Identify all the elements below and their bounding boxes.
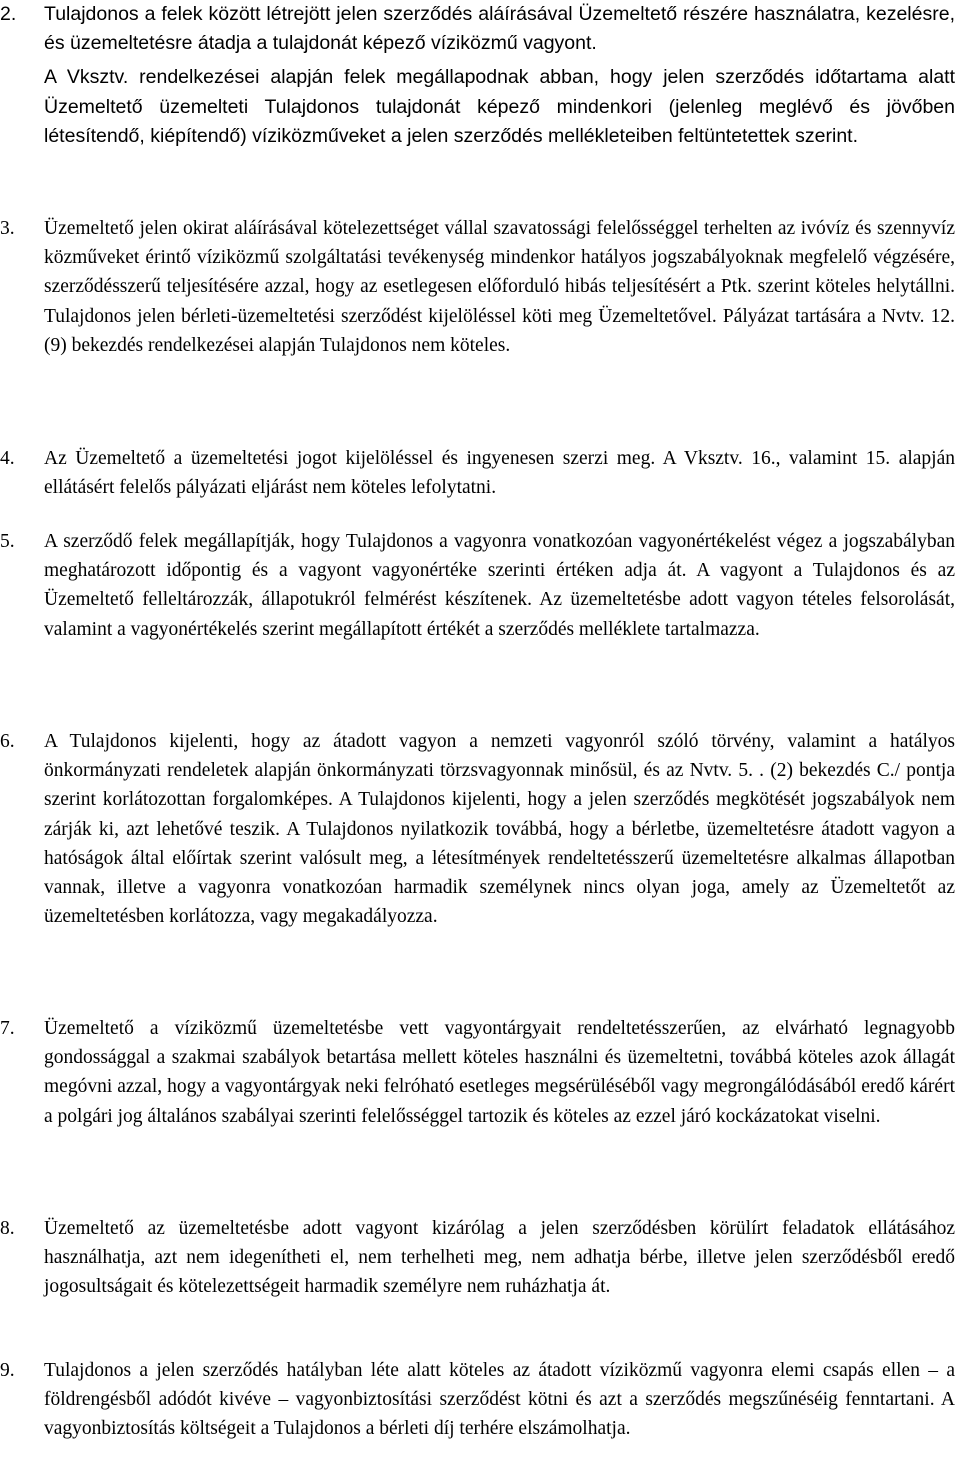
paragraph-number: 6.	[0, 731, 15, 752]
paragraph-6	[0, 727, 955, 931]
paragraph-number: 4.	[0, 448, 15, 469]
paragraph-text: Üzemeltető az üzemeltetésbe adott vagyont kizárólag a jelen szerződésben körülírt feladatok ellátásához használhatja, azt nem idegenítheti el, nem terhelheti meg, nem adhatja bérbe, illetve jelen szerződésből eredő jogosultságait és kötelezettségeit harmadik személyre nem ruházhatja át.	[44, 1218, 955, 1298]
paragraph-text: Tulajdonos a jelen szerződés hatályban léte alatt köteles az átadott víziközmű vagyonra elemi csapás ellen – a földrengésből adódót kivéve – vagyonbiztosítási szerződést kötni és azt a szerződés megszűnéséig fenntartani. A vagyonbiztosítás költségeit a Tulajdonos a bérleti díj terhére elszámolhatja.	[44, 1360, 955, 1440]
paragraph-number: 2.	[0, 3, 17, 25]
paragraph-3	[0, 214, 955, 360]
paragraph-5	[0, 527, 955, 644]
paragraph-4	[0, 444, 955, 502]
paragraph-number: 7.	[0, 1018, 15, 1039]
paragraph-number: 8.	[0, 1218, 15, 1239]
paragraph-2	[0, 0, 955, 151]
paragraph-number: 9.	[0, 1360, 15, 1381]
paragraph-text-part1: Tulajdonos a felek között létrejött jelen szerződés aláírásával Üzemeltető részére használatra, kezelésre, és üzemeltetésre átadja a tulajdonát képező víziközmű vagyont.	[44, 3, 955, 55]
paragraph-number: 5.	[0, 531, 15, 552]
paragraph-text: Az Üzemeltető a üzemeltetési jogot kijelöléssel és ingyenesen szerzi meg. A Vksztv. 16., valamint 15. alapján ellátásért felelős pályázati eljárást nem köteles lefolytatni.	[44, 448, 955, 499]
paragraph-8	[0, 1214, 955, 1302]
paragraph-9	[0, 1356, 955, 1444]
paragraph-text-part2: A Vksztv. rendelkezései alapján felek megállapodnak abban, hogy jelen szerződés időtartama alatt Üzemeltető üzemelteti Tulajdonos tulajdonát képező mindenkori (jelenleg meglévő és jövőben létesítendő, kiépítendő) víziközműveket a jelen szerződés mellékleteiben feltüntetettek szerint.	[44, 66, 955, 147]
paragraph-text: Üzemeltető jelen okirat aláírásával kötelezettséget vállal szavatossági felelősséggel terhelten az ivóvíz és szennyvíz közműveket érintő víziközmű szolgáltatási tevékenység mindenkor hatályos jogszabályoknak megfelelő végzésére, szerződésszerű teljesítésére azzal, hogy az esetlegesen előforduló hibás teljesítésért a Ptk. szerint köteles helytállni. Tulajdonos jelen bérleti-üzemeltetési szerződést kijelöléssel köti meg Üzemeltetővel. Pályázat tartására a Nvtv. 12. (9) bekezdés rendelkezései alapján Tulajdonos nem köteles.	[44, 218, 955, 356]
paragraph-number: 3.	[0, 218, 15, 239]
paragraph-text: A szerződő felek megállapítják, hogy Tulajdonos a vagyonra vonatkozóan vagyonértékelést végez a jogszabályban meghatározott időpontig és a vagyont vagyonértéke szerinti értéken adja át. A vagyont a Tulajdonos és az Üzemeltető felleltározzák, állapotukról felmérést készítenek. Az üzemeltetésbe adott vagyon tételes felsorolását, valamint a vagyonértékelés szerint megállapított értékét a szerződés melléklete tartalmazza.	[44, 531, 955, 640]
paragraph-text: Üzemeltető a víziközmű üzemeltetésbe vett vagyontárgyait rendeltetésszerűen, az elvárható legnagyobb gondossággal a szakmai szabályok betartása mellett köteles használni és üzemeltetni, továbbá köteles azok állagát megóvni azzal, hogy a vagyontárgyak neki felróható esetleges megsérüléséből vagy megrongálódásából eredő kárért a polgári jog általános szabályai szerinti felelősséggel tartozik és köteles az ezzel járó kockázatokat viselni.	[44, 1018, 955, 1127]
paragraph-7	[0, 1014, 955, 1131]
paragraph-text: A Tulajdonos kijelenti, hogy az átadott vagyon a nemzeti vagyonról szóló törvény, valamint a hatályos önkormányzati rendeletek alapján önkormányzati törzsvagyonnak minősül, és az Nvtv. 5. . (2) bekezdés C./ pontja szerint korlátozottan forgalomképes. A Tulajdonos kijelenti, hogy a jelen szerződés megkötését jogszabályok nem zárják ki, azt lehetővé teszik. A Tulajdonos nyilatkozik továbbá, hogy a bérletbe, üzemeltetésre átadott vagyon a hatóságok által előírtak szerint valósult meg, a létesítmények rendeltetésszerű üzemeltetésre alkalmas állapotban vannak, illetve a vagyonra vonatkozóan harmadik személynek nincs olyan joga, amely az Üzemeltetőt az üzemeltetésben korlátozza, vagy megakadályozza.	[44, 731, 955, 928]
paragraph-text	[44, 0, 955, 151]
